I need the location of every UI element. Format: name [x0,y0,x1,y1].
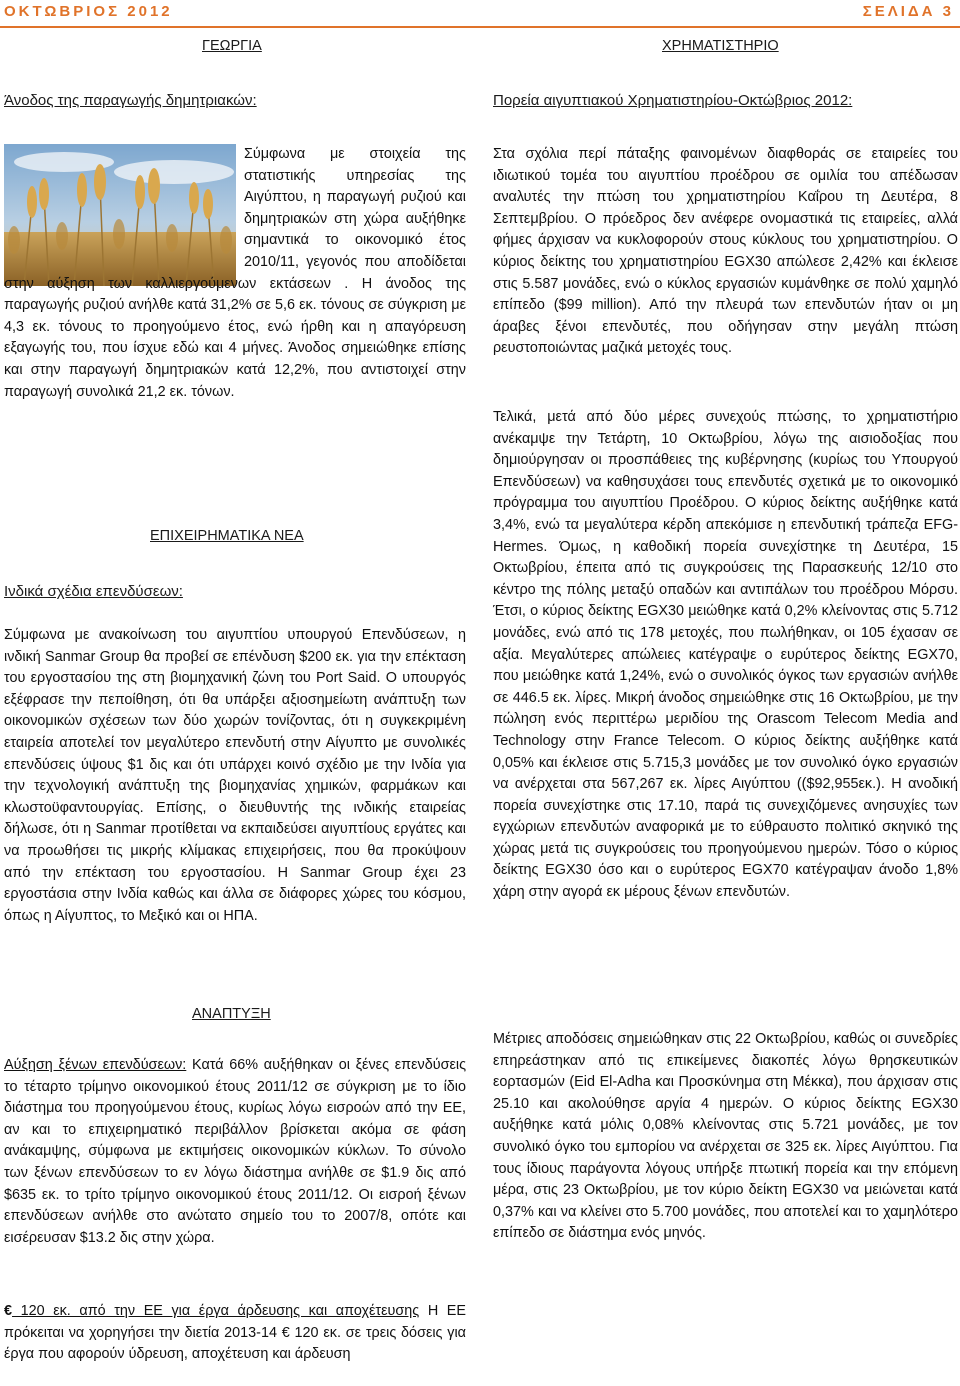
fdi-paragraph: Αύξηση ξένων επενδύσεων: Κατά 66% αυξήθηκαν οι ξένες επενδύσεις το τέταρτο τρίμηνο οικονομικού έτους 2011/12 σε σύγκριση με το ίδιο διάστημα του προηγούμενου έτους, κυρίως λόγω εισροών από την ΕΕ, αν και το επιχειρηματικό περιβάλλον βρίσκεται ακόμα σε φάση ανάκαμψης, σύμφωνα με εκτιμήσεις οικονομικών κύκλων. Το σύνολο των ξένων επενδύσεων το εν λόγω διάστημα ανήλθε σε $1.9 δις από $635 εκ. το τρίτο τρίμηνο οικονομικού έτους 2011/12. Οι εισροή ξένων επενδύσεων ανήλθε στο ανώτατο σημείο του το 2007/8, οπότε και εισέρευσαν $13.2 δις στην χώρα. [4,1057,467,1246]
indian-investment-paragraph: Σύμφωνα με ανακοίνωση του αιγυπτίου υπουργού Επενδύσεων, η ινδική Sanmar Group θα προβεί σε επένδυση $200 εκ. για την επέκταση του εργοστασίου της στη βιομηχανική ζώνη του Port Said. Ο υπουργός εξέφρασε την πεποίθηση, ότι θα υπάρξει αξιοσημείωτη ανάπτυξη των οικονομικών σχέσεων των δύο χωρών τονίζοντας, ότι η συγκεκριμένη εταιρεία αποτελεί τον μεγαλύτερο επενδυτή στην Αίγυπτο με συνολικές επενδύσεις ύψους $1 δις και ότι υπάρχει κοινό σχέδιο με την Ινδία για την τεχνολογική ανάπτυξη της βιομηχανίας χημικών, φαρμάκων και κλωστοϋφαντουργίας. Επίσης, ο διευθυντής της ινδικής εταιρείας δήλωσε, ότι η Sanmar προτίθεται να εκπαιδεύσει αιγυπτίους εργάτες και να προωθήσει τις μικρής κλίμακας επιχειρήσεις, που θα προκύψουν από την επέκταση του εργοστασίου. Η Sanmar Group έχει 23 εργοστάσια στην Ινδία καθώς και άλλα σε διάφορες χώρες του κόσμου, όπως η Αίγυπτος, το Μεξικό και οι ΗΠΑ. [4,627,466,924]
subheading-indian-investment: Ινδικά σχέδια επενδύσεων: [4,583,183,600]
subheading-cereal-production: Άνοδος της παραγωγής δημητριακών: [4,92,257,109]
section-title-development: ΑΝΑΠΤΥΞΗ [192,1006,271,1022]
euro-sign-icon: € [4,1303,13,1319]
issue-date: ΟΚΤΩΒΡΙΟΣ 2012 [4,3,173,20]
subheading-stock-exchange-october: Πορεία αιγυπτιακού Χρηματιστηρίου-Οκτώβριος 2012: [493,92,853,109]
fdi-lead: Αύξηση ξένων επενδύσεων: [4,1057,187,1073]
header-rule [0,26,960,28]
page-number: ΣΕΛΙΔΑ 3 [862,3,954,20]
stock-paragraph-2: Τελικά, μετά από δύο μέρες συνεχούς πτώσης, το χρηματιστήριο ανέκαμψε την Τετάρτη, 10 Οκτωβρίου, λόγω της αισιοδοξίας που δημιούργησαν οι προσπάθειες της κυβέρνησης (κυρίως του Υπουργού Επενδύσεων) να καθησυχάσει τους επενδυτές σχετικά με το οικονομικό πρόγραμμα του αιγυπτίου Προέδρου. Ο κύριος δείκτης αυξήθηκε κατά 3,4%, ενώ τα μεγαλύτερα κέρδη απεκόμισε η επενδυτική τράπεζα EFG-Hermes. Όμως, η καθοδική πορεία συνεχίστηκε τη Δευτέρα, 15 Οκτωβρίου, έπειτα από τις συγκρούσεις της Παρασκευής 12/10 στο κέντρο της πόλης μεταξύ οπαδών και αντιπάλων του προέδρου Μόρσυ. Έτσι, ο κύριος δείκτης EGX30 μειώθηκε κατά 0,2% κλείνοντας στις 5.712 μονάδες, ενώ από τις 178 μετοχές, που πωλήθηκαν, οι 105 έχασαν σε αξία. Μεγαλύτερες απώλειες κατέγραψε ο ευρύτερος δείκτης EGX70, που μειώθηκε κατά 1,24%, ενώ ο συνολικός όγκος των εργασιών ανήλθε σε 446.5 εκ. λίρες. Μικρή άνοδος σημειώθηκε στις 16 Οκτωβρίου, με την πώληση ενός περιττέρω μεριδίου της Orascom Telecom Media and Technology στην France Telecom. Ο κύριος δείκτης αυξήθηκε κατά 0,05% και έκλεισε στις 5.715,3 μονάδες με τον συνολικό όγκο εργασιών να ανέρχεται στα 567,267 εκ. λίρες Αιγύπτου (($92,955εκ.). Η ανοδική πορεία συνεχίστηκε στις 17.10, παρά τις συνεχιζόμενες ανησυχίες των εγχώριων επενδυτών αναφορικά με το εύθραυστο πολιτικό σκηνικό της χώρας μετά τις συγκρούσεις του προηγούμενου ημερών. Τόσο ο κύριος δείκτης EGX30 όσο και ο ευρύτερος EGX70 κατέγραψαν άνοδο 1,8% χάρη στην αγορά εκ μέρους ξένων επενδυτών. [493,409,958,901]
stock-paragraph-3: Μέτριες αποδόσεις σημειώθηκαν στις 22 Οκτωβρίου, καθώς οι συνεδρίες επηρεάστηκαν από τις επικείμενες διακοπές λόγω θρησκευτικών εορτασμών (Eid El-Adha και Προσκύνημα στη Μέκκα), που άρχισαν στις 25.10 και ακολούθησε αργία 4 ημερών. Ο κύριος δείκτης EGX30 αυξήθηκε κατά μόλις 0,08% κλείνοντας στις 5.721 μονάδες, με τον συνολικό όγκο του εμπορίου να ανέρχεται σε 325 εκ. λίρες Αιγύπτου. Για τους ίδιους παράγοντα λόγους υπήρξε πτωτική πορεία και την επόμενη μέρα, στις 23 Οκτωβρίου, με τον κύριο δείκτη EGX30 να μειώνεται κατά 0,37% και να κλείνει στο 5.700 μονάδες, που αποτελεί και το χαμηλότερο επίπεδο σε διάστημα ενός μηνός. [493,1031,958,1242]
section-title-business-news: ΕΠΙΧΕΙΡΗΜΑΤΙΚΑ ΝΕΑ [150,528,304,544]
eu-grant-lead: 120 εκ. από την ΕΕ για έργα άρδευσης και αποχέτευσης [12,1303,420,1319]
section-title-agriculture: ΓΕΩΡΓΙΑ [202,38,262,54]
section-title-stock-exchange: ΧΡΗΜΑΤΙΣΤΗΡΙΟ [662,38,779,54]
stock-paragraph-1: Στα σχόλια περί πάταξης φαινομένων διαφθοράς σε εταιρείες του ιδιωτικού τομέα του αιγυπτίου προέδρου σε ομιλία του απέδωσαν αναλυτές την πτώση του χρηματιστηρίου Καΐρου τη Δευτέρα, 8 Σεπτεμβρίου. Ο πρόεδρος δεν ανέφερε ονομαστικά τις εταιρείες, αλλά φήμες άρχισαν να κυκλοφορούν στους κύκλους του χρηματιστηρίου. Ο κύριος δείκτης του χρηματιστηρίου EGX30 απώλεσε 2,42% και έκλεισε στις 5.587 μονάδες, ενώ ο κύκλος εργασιών κυμάνθηκε σε πολύ χαμηλό επίπεδο ($99 million). Από την πλευρά των επενδυτών ήταν οι μη άραβες ξένοι επενδυτές, που οδήγησαν στην μεγάλη πτώση ρευστοποιώντας μαζικά μετοχές τους. [493,146,958,357]
agriculture-paragraph: Σύμφωνα με στοιχεία της στατιστικής υπηρεσίας της Αιγύπτου, η παραγωγή ρυζιού και δημητριακών στη χώρα αυξήθηκε σημαντικά το οικονομικό έτος 2010/11, γεγονός που αποδίδεται στην αύξηση των καλλιεργούμενων εκτάσεων . Η άνοδος της παραγωγής ρυζιού ανήλθε κατά 31,2% σε 5,6 εκ. τόνους σε σύγκριση με 4,3 εκ. τόνους το προηγούμενο έτος, ενώ ήρθη και η απαγόρευση εξαγωγής του, που ίσχυε εδώ και 4 μήνες. Άνοδος σημειώθηκε επίσης και στην παραγωγή δημητριακών κατά 12,2%, που αντιστοιχεί στην παραγωγή συνολικά 21,2 εκ. τόνων. [4,146,466,400]
eu-grant-paragraph: € 120 εκ. από την ΕΕ για έργα άρδευσης και αποχέτευσης Η ΕΕ πρόκειται να χορηγήσει την διετία 2013-14 € 120 εκ. σε τρεις δόσεις για έργα που αφορούν ύδρευση, αποχέτευση και άρδευση [4,1303,466,1363]
